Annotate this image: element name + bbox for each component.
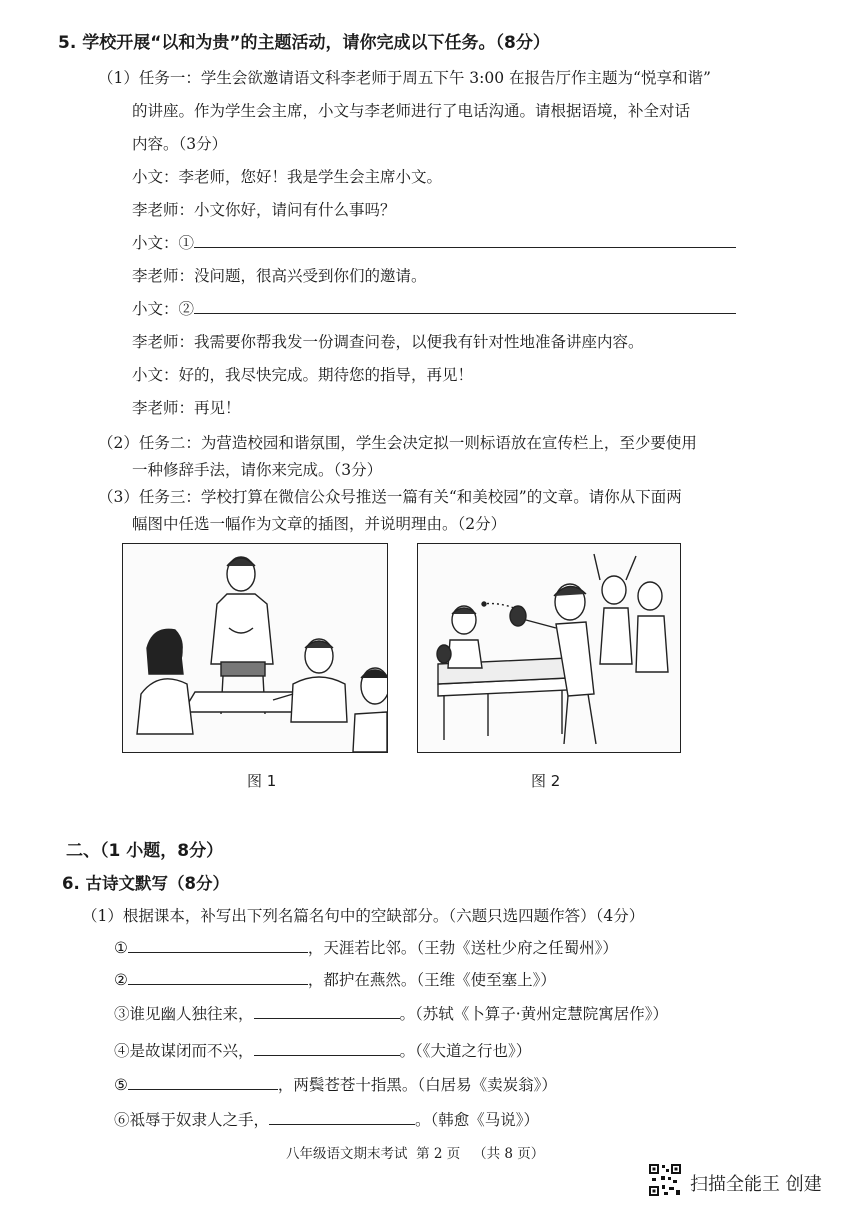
answer-blank-2[interactable] [194, 297, 736, 314]
figure-2-caption: 图 2 [531, 772, 561, 790]
task2-line2: 一种修辞手法，请你来完成。（3分） [132, 461, 383, 479]
dialog-line: 小文：李老师，您好！我是学生会主席小文。 [132, 168, 443, 186]
page-number: 第 2 页 [416, 1146, 461, 1162]
item-number: ② [114, 971, 128, 989]
qr-code-icon [648, 1163, 682, 1197]
answer-blank-1[interactable] [194, 231, 736, 248]
item-text: ，天涯若比邻。（王勃《送杜少府之任蜀州》） [307, 939, 618, 957]
poem-item-5 [114, 1073, 557, 1095]
dialog-blank-label: 小文：① [132, 234, 195, 252]
q5-title: 5. 学校开展“以和为贵”的主题活动，请你完成以下任务。（8分） [58, 33, 550, 53]
task3-line2: 幅图中任选一幅作为文章的插图，并说明理由。（2分） [132, 515, 507, 533]
dialog-blank-label: 小文：② [132, 300, 195, 318]
item-text: 谁见幽人独往来， [129, 1005, 254, 1023]
figure-1-caption: 图 1 [247, 772, 277, 790]
poem-blank-6[interactable] [269, 1108, 415, 1125]
q6-title: 6. 古诗文默写（8分） [62, 874, 229, 893]
dialog-line: 李老师：再见！ [132, 399, 241, 417]
figure-2-drawing [418, 544, 680, 752]
dialog-line: 李老师：没问题，很高兴受到你们的邀请。 [132, 267, 427, 285]
item-text: 。（韩愈《马说》） [415, 1111, 540, 1129]
item-number: ① [114, 939, 128, 957]
dialog-line: 小文：好的，我尽快完成。期待您的指导，再见！ [132, 366, 474, 384]
poem-blank-1[interactable] [128, 936, 308, 953]
dialog-line: 李老师：小文你好，请问有什么事吗？ [132, 201, 396, 219]
poem-blank-5[interactable] [128, 1073, 278, 1090]
task3-line1: （3）任务三：学校打算在微信公众号推送一篇有关“和美校园”的文章。请你从下面两 [98, 488, 682, 506]
item-number: ⑥ [114, 1111, 130, 1129]
task1-line3: 内容。（3分） [132, 135, 228, 153]
figure-1-illustration [122, 543, 388, 753]
scanner-watermark: 扫描全能王 创建 [690, 1174, 822, 1195]
poem-item-4 [114, 1039, 531, 1061]
task1-line1: （1）任务一：学生会欲邀请语文科李老师于周五下午 3:00 在报告厅作主题为“悦享和谐” [98, 69, 711, 87]
poem-item-3 [114, 1002, 668, 1024]
poem-blank-2[interactable] [128, 968, 308, 985]
item-text: ，都护在燕然。（王维《使至塞上》） [307, 971, 556, 989]
figure-2-illustration [417, 543, 681, 753]
exam-name: 八年级语文期末考试 [286, 1146, 408, 1162]
figure-1-drawing [123, 544, 387, 752]
page-total: （共 8 页） [473, 1146, 545, 1162]
section-2-heading: 二、（1 小题，8分） [66, 841, 224, 861]
item-number: ④ [114, 1042, 130, 1060]
poem-item-6 [114, 1108, 539, 1130]
item-text: 是故谋闭而不兴， [129, 1042, 254, 1060]
page-footer [286, 1142, 544, 1162]
item-number: ③ [114, 1005, 130, 1023]
dialog-line [132, 231, 736, 253]
poem-blank-4[interactable] [254, 1039, 400, 1056]
poem-blank-3[interactable] [254, 1002, 400, 1019]
q6-sub1: （1）根据课本，补写出下列名篇名句中的空缺部分。（六题只选四题作答）（4分） [82, 907, 645, 925]
task2-line1: （2）任务二：为营造校园和谐氛围，学生会决定拟一则标语放在宣传栏上，至少要使用 [98, 434, 697, 452]
item-text: 祗辱于奴隶人之手， [129, 1111, 270, 1129]
item-number: ⑤ [114, 1076, 128, 1094]
dialog-line [132, 297, 736, 319]
item-text: 。（苏轼《卜算子·黄州定慧院寓居作》） [399, 1005, 668, 1023]
item-text: 。（《大道之行也》） [399, 1042, 532, 1060]
dialog-line: 李老师：我需要你帮我发一份调查问卷，以便我有针对性地准备讲座内容。 [132, 333, 644, 351]
task1-line2: 的讲座。作为学生会主席，小文与李老师进行了电话沟通。请根据语境，补全对话 [132, 102, 691, 120]
item-text: ，两鬓苍苍十指黑。（白居易《卖炭翁》） [277, 1076, 557, 1094]
poem-item-1 [114, 936, 618, 958]
poem-item-2 [114, 968, 556, 990]
